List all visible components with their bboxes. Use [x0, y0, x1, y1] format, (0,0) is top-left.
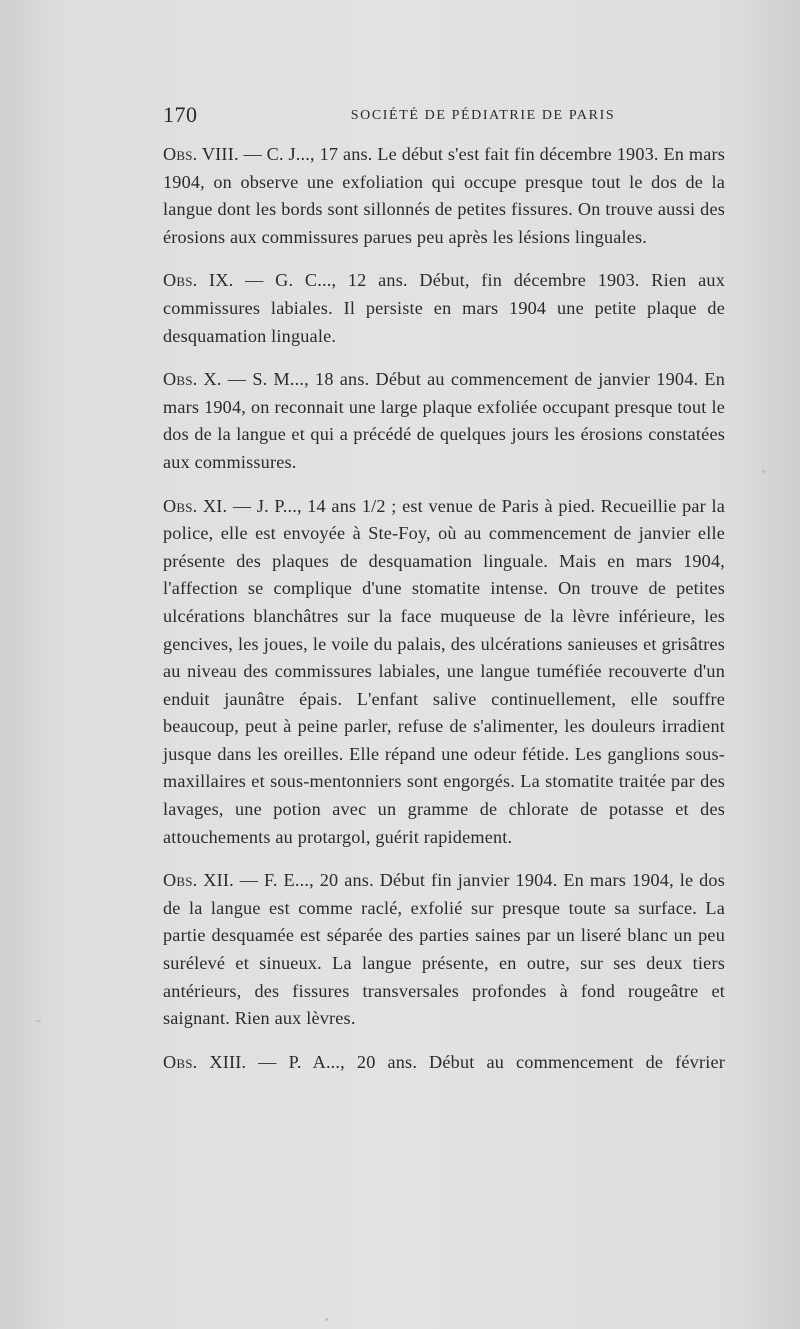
observation-label: Obs. X.: [163, 369, 222, 390]
page-header: [163, 100, 725, 140]
observation-label: Obs. XI.: [163, 495, 228, 516]
paper-speck: [325, 1318, 328, 1321]
page-number: 170: [163, 102, 198, 127]
observation-paragraph: [163, 141, 725, 251]
observation-label: Obs. IX.: [163, 270, 234, 291]
observation-text: — C. J..., 17 ans. Le début s'est fait fin décembre 1903. En mars 1904, on observe une exfoliation qui occupe presque tout le dos de la langue dont les bords sont sillonnés de petites fissures. On trouve aussi des érosions aux commissures parues peu après les lésions linguales.: [163, 144, 725, 247]
observation-label: Obs. XIII.: [163, 1051, 247, 1072]
observation-paragraph: [163, 493, 725, 852]
observation-text: — S. M..., 18 ans. Début au commencement de janvier 1904. En mars 1904, on reconnait une large plaque exfoliée occupant presque tout le dos de la langue et qui a précédé de quelques jours les érosions constatées aux commissures.: [163, 369, 725, 472]
observation-text: — P. A..., 20 ans. Début au commencement de février: [246, 1051, 725, 1072]
observation-paragraph: [163, 366, 725, 476]
paper-speck: [36, 1020, 41, 1022]
body-text: [163, 141, 725, 1092]
observation-text: — G. C..., 12 ans. Début, fin décembre 1903. Rien aux commissures labiales. Il persiste en mars 1904 une petite plaque de desquamation linguale.: [163, 270, 725, 346]
observation-paragraph: [163, 867, 725, 1033]
paper-speck: [762, 470, 765, 473]
observation-paragraph: [163, 1049, 725, 1077]
observation-paragraph: [163, 267, 725, 350]
observation-label: Obs. XII.: [163, 870, 234, 891]
running-title: SOCIÉTÉ DE PÉDIATRIE DE PARIS: [350, 108, 616, 123]
observation-text: — J. P..., 14 ans 1/2 ; est venue de Paris à pied. Recueillie par la police, elle est envoyée à Ste-Foy, où au commencement de janvier elle présente des plaques de desquamation linguale. Mais en mars 1904, l'affection se complique d'une stomatite intense. On trouve de petites ulcérations blanchâtres sur la face muqueuse de la lèvre inférieure, les gencives, les joues, le voile du palais, des ulcérations sanieuses et grisâtres au niveau des commissures labiales, une langue tuméfiée recouverte d'un enduit jaunâtre épais. L'enfant salive continuellement, elle souffre beaucoup, peut à peine parler, refuse de s'alimenter, les douleurs irradient jusque dans les oreilles. Elle répand une odeur fétide. Les ganglions sous-maxillaires et sous-mentonniers sont engorgés. La stomatite traitée par des lavages, une potion avec un gramme de chlorate de potasse et des attouchements au protargol, guérit rapidement.: [163, 495, 725, 847]
observation-label: Obs. VIII.: [163, 144, 239, 164]
observation-text: — F. E..., 20 ans. Début fin janvier 1904. En mars 1904, le dos de la langue est comme raclé, exfolié sur presque toute sa surface. La partie desquamée est séparée des parties saines par un liseré blanc un peu surélevé et sinueux. La langue présente, en outre, sur ses deux tiers antérieurs, des fissures transversales profondes à fond rougeâtre et saignant. Rien aux lèvres.: [163, 870, 725, 1029]
